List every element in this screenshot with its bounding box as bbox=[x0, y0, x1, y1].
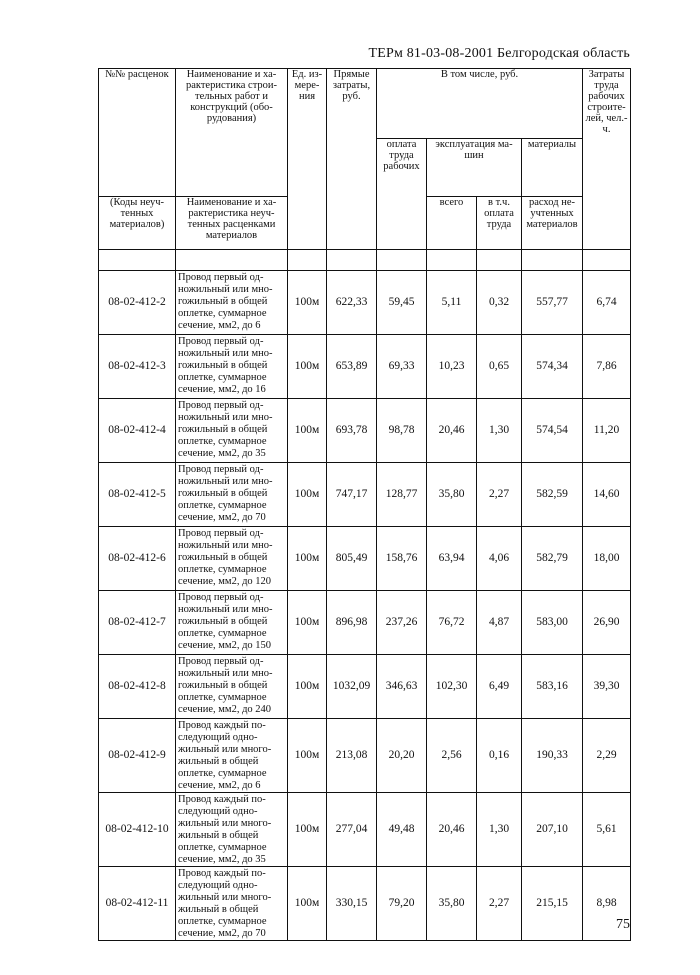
page-header: ТЕРм 81-03-08-2001 Белгородская область bbox=[368, 46, 630, 61]
header-mach-wage: в т.ч. оплата труда bbox=[477, 197, 522, 250]
cell-mat: 583,00 bbox=[522, 591, 583, 655]
cell-mach-wage: 0,16 bbox=[477, 719, 522, 793]
cell-wage: 237,26 bbox=[377, 591, 427, 655]
cell-direct: 693,78 bbox=[327, 399, 377, 463]
cell-desc: Провод первый од-ножильный или мно-гожильный в общей оплетке, суммарное сечение, мм2, до 150 bbox=[176, 591, 288, 655]
cell-unit: 100м bbox=[288, 591, 327, 655]
header-name: Наименование и ха-рактеристика строи-тельных работ и конструкций (обо-рудования) bbox=[176, 69, 288, 197]
table-row bbox=[99, 867, 631, 941]
cell-labor: 5,61 bbox=[583, 793, 631, 867]
cell-direct: 805,49 bbox=[327, 527, 377, 591]
cell-mach: 63,94 bbox=[427, 527, 477, 591]
table-row bbox=[99, 335, 631, 399]
cell-mach: 76,72 bbox=[427, 591, 477, 655]
cell-mat: 215,15 bbox=[522, 867, 583, 941]
cell-direct: 213,08 bbox=[327, 719, 377, 793]
cell-desc: Провод первый од-ножильный или мно-гожильный в общей оплетке, суммарное сечение, мм2, до 16 bbox=[176, 335, 288, 399]
cell-wage: 20,20 bbox=[377, 719, 427, 793]
cell-labor: 7,86 bbox=[583, 335, 631, 399]
cell-code: 08-02-412-4 bbox=[99, 399, 176, 463]
cell-mach-wage: 0,65 bbox=[477, 335, 522, 399]
cell-desc: Провод каждый по-следующий одно-жильный или много-жильный в общей оплетке, суммарное сечение, мм2, до 6 bbox=[176, 719, 288, 793]
cell-mach: 10,23 bbox=[427, 335, 477, 399]
cell-labor: 18,00 bbox=[583, 527, 631, 591]
cell-code: 08-02-412-9 bbox=[99, 719, 176, 793]
header-unit: Ед. из-мере-ния bbox=[288, 69, 327, 250]
cell-unit: 100м bbox=[288, 399, 327, 463]
header-mach-total: всего bbox=[427, 197, 477, 250]
cell-labor: 26,90 bbox=[583, 591, 631, 655]
cell-mat: 583,16 bbox=[522, 655, 583, 719]
cell-desc: Провод каждый по-следующий одно-жильный или много-жильный в общей оплетке, суммарное сечение, мм2, до 70 bbox=[176, 867, 288, 941]
table-row bbox=[99, 719, 631, 793]
cell-unit: 100м bbox=[288, 271, 327, 335]
cell-code: 08-02-412-8 bbox=[99, 655, 176, 719]
table-row bbox=[99, 655, 631, 719]
cell-mach-wage: 6,49 bbox=[477, 655, 522, 719]
cell-labor: 2,29 bbox=[583, 719, 631, 793]
cell-wage: 346,63 bbox=[377, 655, 427, 719]
cell-desc: Провод первый од-ножильный или мно-гожильный в общей оплетке, суммарное сечение, мм2, до 70 bbox=[176, 463, 288, 527]
header-machines: эксплуатация ма-шин bbox=[427, 139, 522, 197]
cell-unit: 100м bbox=[288, 655, 327, 719]
cell-direct: 653,89 bbox=[327, 335, 377, 399]
cell-labor: 8,98 bbox=[583, 867, 631, 941]
header-name-sub: Наименование и ха-рактеристика неуч-тенных расценками материалов bbox=[176, 197, 288, 250]
header-wage: оплата труда рабочих bbox=[377, 139, 427, 250]
cell-desc: Провод первый од-ножильный или мно-гожильный в общей оплетке, суммарное сечение, мм2, до 35 bbox=[176, 399, 288, 463]
cell-mach-wage: 1,30 bbox=[477, 793, 522, 867]
cell-mat: 582,59 bbox=[522, 463, 583, 527]
cell-wage: 98,78 bbox=[377, 399, 427, 463]
cell-direct: 277,04 bbox=[327, 793, 377, 867]
cell-mach-wage: 2,27 bbox=[477, 463, 522, 527]
cell-code: 08-02-412-7 bbox=[99, 591, 176, 655]
cell-mat: 582,79 bbox=[522, 527, 583, 591]
cell-code: 08-02-412-10 bbox=[99, 793, 176, 867]
cell-unit: 100м bbox=[288, 335, 327, 399]
cell-direct: 622,33 bbox=[327, 271, 377, 335]
cell-mach: 35,80 bbox=[427, 463, 477, 527]
cell-direct: 1032,09 bbox=[327, 655, 377, 719]
header-code: №№ расценок bbox=[99, 69, 176, 197]
table-row bbox=[99, 793, 631, 867]
cell-unit: 100м bbox=[288, 527, 327, 591]
table-row bbox=[99, 271, 631, 335]
cell-mat: 574,54 bbox=[522, 399, 583, 463]
cell-unit: 100м bbox=[288, 793, 327, 867]
cell-desc: Провод первый од-ножильный или мно-гожильный в общей оплетке, суммарное сечение, мм2, до 120 bbox=[176, 527, 288, 591]
cell-wage: 79,20 bbox=[377, 867, 427, 941]
page-number: 75 bbox=[616, 917, 630, 932]
cell-mach: 20,46 bbox=[427, 793, 477, 867]
cell-direct: 747,17 bbox=[327, 463, 377, 527]
cell-mach-wage: 0,32 bbox=[477, 271, 522, 335]
header-incl: В том числе, руб. bbox=[377, 69, 583, 139]
cell-wage: 158,76 bbox=[377, 527, 427, 591]
cell-unit: 100м bbox=[288, 463, 327, 527]
cell-mach-wage: 4,87 bbox=[477, 591, 522, 655]
header-mat-unacc: расход не-учтенных материалов bbox=[522, 197, 583, 250]
cell-direct: 330,15 bbox=[327, 867, 377, 941]
rates-table bbox=[98, 68, 631, 941]
table-row bbox=[99, 463, 631, 527]
cell-desc: Провод первый од-ножильный или мно-гожильный в общей оплетке, суммарное сечение, мм2, до 6 bbox=[176, 271, 288, 335]
cell-mat: 557,77 bbox=[522, 271, 583, 335]
cell-labor: 6,74 bbox=[583, 271, 631, 335]
cell-code: 08-02-412-6 bbox=[99, 527, 176, 591]
table-row bbox=[99, 527, 631, 591]
cell-wage: 59,45 bbox=[377, 271, 427, 335]
header-direct: Прямые затраты, руб. bbox=[327, 69, 377, 250]
cell-unit: 100м bbox=[288, 719, 327, 793]
cell-mat: 190,33 bbox=[522, 719, 583, 793]
cell-desc: Провод каждый по-следующий одно-жильный или много-жильный в общей оплетке, суммарное сечение, мм2, до 35 bbox=[176, 793, 288, 867]
cell-mat: 574,34 bbox=[522, 335, 583, 399]
cell-mach: 20,46 bbox=[427, 399, 477, 463]
cell-desc: Провод первый од-ножильный или мно-гожильный в общей оплетке, суммарное сечение, мм2, до 240 bbox=[176, 655, 288, 719]
cell-wage: 69,33 bbox=[377, 335, 427, 399]
cell-mach-wage: 4,06 bbox=[477, 527, 522, 591]
cell-mach: 5,11 bbox=[427, 271, 477, 335]
cell-labor: 39,30 bbox=[583, 655, 631, 719]
table-row bbox=[99, 399, 631, 463]
cell-labor: 14,60 bbox=[583, 463, 631, 527]
cell-direct: 896,98 bbox=[327, 591, 377, 655]
cell-code: 08-02-412-11 bbox=[99, 867, 176, 941]
table-row bbox=[99, 591, 631, 655]
cell-mat: 207,10 bbox=[522, 793, 583, 867]
cell-mach-wage: 1,30 bbox=[477, 399, 522, 463]
cell-wage: 49,48 bbox=[377, 793, 427, 867]
header-materials: материалы bbox=[522, 139, 583, 197]
cell-code: 08-02-412-5 bbox=[99, 463, 176, 527]
cell-mach-wage: 2,27 bbox=[477, 867, 522, 941]
cell-mach: 2,56 bbox=[427, 719, 477, 793]
cell-mach: 102,30 bbox=[427, 655, 477, 719]
cell-mach: 35,80 bbox=[427, 867, 477, 941]
cell-code: 08-02-412-3 bbox=[99, 335, 176, 399]
cell-wage: 128,77 bbox=[377, 463, 427, 527]
cell-labor: 11,20 bbox=[583, 399, 631, 463]
cell-unit: 100м bbox=[288, 867, 327, 941]
cell-code: 08-02-412-2 bbox=[99, 271, 176, 335]
header-code-sub: (Коды неуч-тенных материалов) bbox=[99, 197, 176, 250]
header-labor: Затраты труда рабочих строите-лей, чел.-ч. bbox=[583, 69, 631, 250]
